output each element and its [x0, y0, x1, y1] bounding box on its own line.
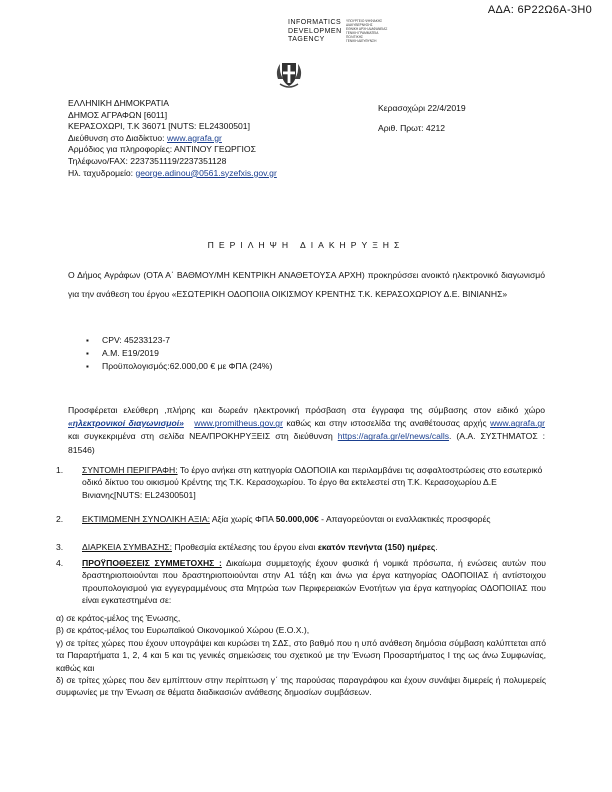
section-body: Δικαίωμα συμμετοχής έχουν φυσικά ή νομικά πρόσωπα, ή ενώσεις αυτών που δραστηριοποιούνται που δραστηριοποιούνται στην Α1 τάξη και άνω για έργα κατηγορίας ΟΔΟΠΟΙΙΑΣ ή αντίστοιχου προυπολογισμού για εγγεγραμμένους στα Μητρώα των Περιφερειακών Ενοτήτων για έργα κατηγορίας ΟΔΟΠΟΙΙΑΣ που είναι εγκατεστημένα σε: [82, 558, 546, 606]
e-tenders-link[interactable]: «ηλεκτρονικοί διαγωνισμοί» [68, 418, 184, 429]
greek-emblem-icon [272, 57, 306, 91]
agency-stamp-line: ΕΘΝΙΚΗ ΑΡΧΗ ΔΙΑΦΑΝΕΙΑΣ [346, 27, 388, 32]
phone-fax: Τηλέφωνο/FAX: 2237351119/2237351128 [68, 155, 227, 166]
agency-line: DEVELOPMEN [288, 27, 342, 35]
agency-stamp-line: ΓΕΝΙΚΗ ΔΙΕΥΘΥΝΣΗ [346, 39, 377, 44]
section-body: . [435, 542, 438, 552]
website-link[interactable]: www.agrafa.gr [166, 132, 222, 143]
email-label: Ηλ. ταχυδρομείο: [68, 167, 136, 178]
list-item: ▪ Προϋπολογισμός:62.000,00 € με ΦΠΑ (24%) [86, 360, 272, 373]
section-body: - Απαγορεύονται οι εναλλακτικές προσφορές [318, 514, 491, 524]
condition-item: δ) σε τρίτες χώρες που δεν εμπίπτουν στην περίπτωση γ΄ της παρούσας παραγράφου και έχουν συνάψει διμερείς ή πολυμερείς συμφωνίες με την Ένωση σε θέματα διαδικασιών ανάθεσης δημοσίων συμβάσεων. [56, 675, 546, 698]
section-number: 2. [56, 514, 64, 524]
agency-stamp [346, 19, 387, 44]
contact-person: Αρμόδιος για πληροφορίες: ΑΝΤΙΝΟΥ ΓΕΩΡΓΙΟΣ [68, 144, 256, 155]
section-bold: εκατόν πενήντα (150) ημέρες [317, 542, 436, 552]
access-text: . (Α.Α. ΣΥΣΤΗΜΑΤΟΣ : 81546) [68, 431, 545, 455]
calls-link[interactable]: https://agrafa.gr/el/news/calls [337, 431, 450, 442]
document-date: Κερασοχώρι 22/4/2019 [378, 103, 466, 113]
section-label: ΣΥΝΤΟΜΗ ΠΕΡΙΓΡΑΦΗ: [82, 465, 178, 475]
agency-stamp-line: ΠΟΛΙΤΙΚΗΣ [346, 35, 363, 40]
condition-item: α) σε κράτος-μέλος της Ένωσης, [56, 613, 181, 623]
agency-line: TAGENCY [288, 36, 325, 43]
agrafa-link[interactable]: www.agrafa.gr [490, 418, 546, 429]
agency-title [288, 19, 342, 45]
protocol-number: Αριθ. Πρωτ: 4212 [378, 123, 446, 133]
section-number: 1. [56, 465, 64, 475]
section-body: Το έργο ανήκει στη κατηγορία ΟΔΟΠΟΙΙΑ και περιλαμβάνει τις ασφαλτοστρώσεις στο εσωτερικό οδικό δίκτυο του οικισμού Κρέντης της Τ.Κ. Κερασοχωρίου. Το έργο θα εκτελεστεί στη Τ.Κ. Κερασοχωρίου Δ.Ε Βινιανης[NUTS: EL24300501] [82, 465, 543, 500]
ada-code: ΑΔΑ: 6Ρ22Ω6Α-3Η0 [487, 4, 592, 16]
tender-details-list [86, 334, 272, 373]
website-line [68, 133, 277, 145]
agency-stamp-line: ΔΙΑΚΥΒΕΡΝΗΣΗΣ [346, 23, 373, 28]
sender-address: ΚΕΡΑΣΟΧΩΡΙ, Τ.Κ 36071 [NUTS: EL24300501] [68, 121, 250, 132]
section-number: 4. [56, 558, 64, 568]
access-paragraph [68, 404, 545, 457]
access-text: και συγκεκριμένα στη σελίδα ΝΕΑ/ΠΡΟΚΗΡΥΞΕΙΣ στη διεύθυνση [68, 431, 338, 442]
access-text: καθώς και στην ιστοσελίδα της αναθέτουσας αρχής [282, 418, 491, 429]
access-text: Προσφέρεται ελεύθερη ,πλήρης και δωρεάν ηλεκτρονική πρόσβαση στα έγγραφα της σύμβασης στον ειδικό χώρο [68, 405, 545, 415]
municipality-name: ΔΗΜΟΣ ΑΓΡΑΦΩΝ [6011] [68, 109, 168, 120]
section-value [56, 513, 546, 525]
email-link[interactable]: george.adinou@0561.syzefxis.gov.gr [135, 167, 277, 178]
section-label: ΠΡΟΫΠΟΘΕΣΕΙΣ ΣΥΜΜΕΤΟΧΗΣ : [82, 558, 222, 568]
republic-name: ΕΛΛΗΝΙΚΗ ΔΗΜΟΚΡΑΤΙΑ [68, 98, 169, 108]
section-label: ΔΙΑΡΚΕΙΑ ΣΥΜΒΑΣΗΣ: [82, 542, 172, 552]
date-block [378, 98, 466, 138]
condition-item: β) σε κράτος-μέλος του Ευρωπαϊκού Οικονομικού Χώρου (Ε.Ο.Χ.), [56, 625, 310, 636]
website-label: Διεύθυνση στο Διαδίκτυο: [68, 132, 167, 143]
section-duration [56, 541, 546, 553]
section-number: 3. [56, 542, 64, 552]
section-text [82, 557, 546, 607]
section-eligibility [56, 557, 546, 607]
intro-paragraph: Ο Δήμος Αγράφων (ΟΤΑ Α΄ ΒΑΘΜΟΥ/ΜΗ ΚΕΝΤΡΙΚΗ ΑΝΑΘΕΤΟΥΣΑ ΑΡΧΗ) προκηρύσσει ανοικτό ηλεκτρονικό διαγωνισμό για την ανάθεση του έργου «ΕΣΩΤΕΡΙΚΗ ΟΔΟΠΟΙΙΑ ΟΙΚΙΣΜΟΥ ΚΡΕΝΤΗΣ Τ.Κ. ΚΕΡΑΣΟΧΩΡΙΟΥ Δ.Ε. ΒΙΝΙΑΝΗΣ» [68, 270, 545, 299]
section-text [82, 464, 546, 501]
section-text [82, 541, 546, 553]
section-body: Προθεσμία εκτέλεσης του έργου είναι [171, 542, 318, 552]
page-title: ΠΕΡΙΛΗΨΗ ΔΙΑΚΗΡΥΞΗΣ [207, 240, 405, 250]
list-item: ▪ Α.Μ. Ε19/2019 [86, 347, 272, 360]
list-item: ▪ CPV: 45233123-7 [86, 334, 272, 347]
email-line [68, 168, 277, 180]
sender-block [68, 98, 277, 179]
condition-item: γ) σε τρίτες χώρες που έχουν υπογράψει και κυρώσει τη ΣΔΣ, στο βαθμό που η υπό ανάθεση δημόσια σύμβαση καλύπτεται από τα Παραρτήματα 1, 2, 4 και 5 και τις γενικές σημειώσεις του σχετικού με την Ένωση Προσαρτήματος I της ως άνω Συμφωνίας, καθώς και [56, 637, 546, 673]
agency-stamp-line: ΥΠΟΥΡΓΕΙΟ ΨΗΦΙΑΚΗΣ [346, 19, 383, 23]
agency-line: INFORMATICS [288, 19, 342, 26]
eligibility-conditions [56, 612, 546, 699]
section-text [82, 513, 546, 525]
section-description [56, 464, 546, 501]
section-label: ΕΚΤΙΜΩΜΕΝΗ ΣΥΝΟΛΙΚΗ ΑΞΙΑ: [82, 514, 210, 524]
section-bold: 50.000,00€ [275, 514, 319, 524]
section-body: Αξία χωρίς ΦΠΑ [209, 514, 276, 524]
promitheus-link[interactable]: www.promitheus.gov.gr [194, 418, 283, 429]
agency-stamp-line: ΓΕΝΙΚΗ ΓΡΑΜΜΑΤΕΙΑ [346, 31, 379, 36]
